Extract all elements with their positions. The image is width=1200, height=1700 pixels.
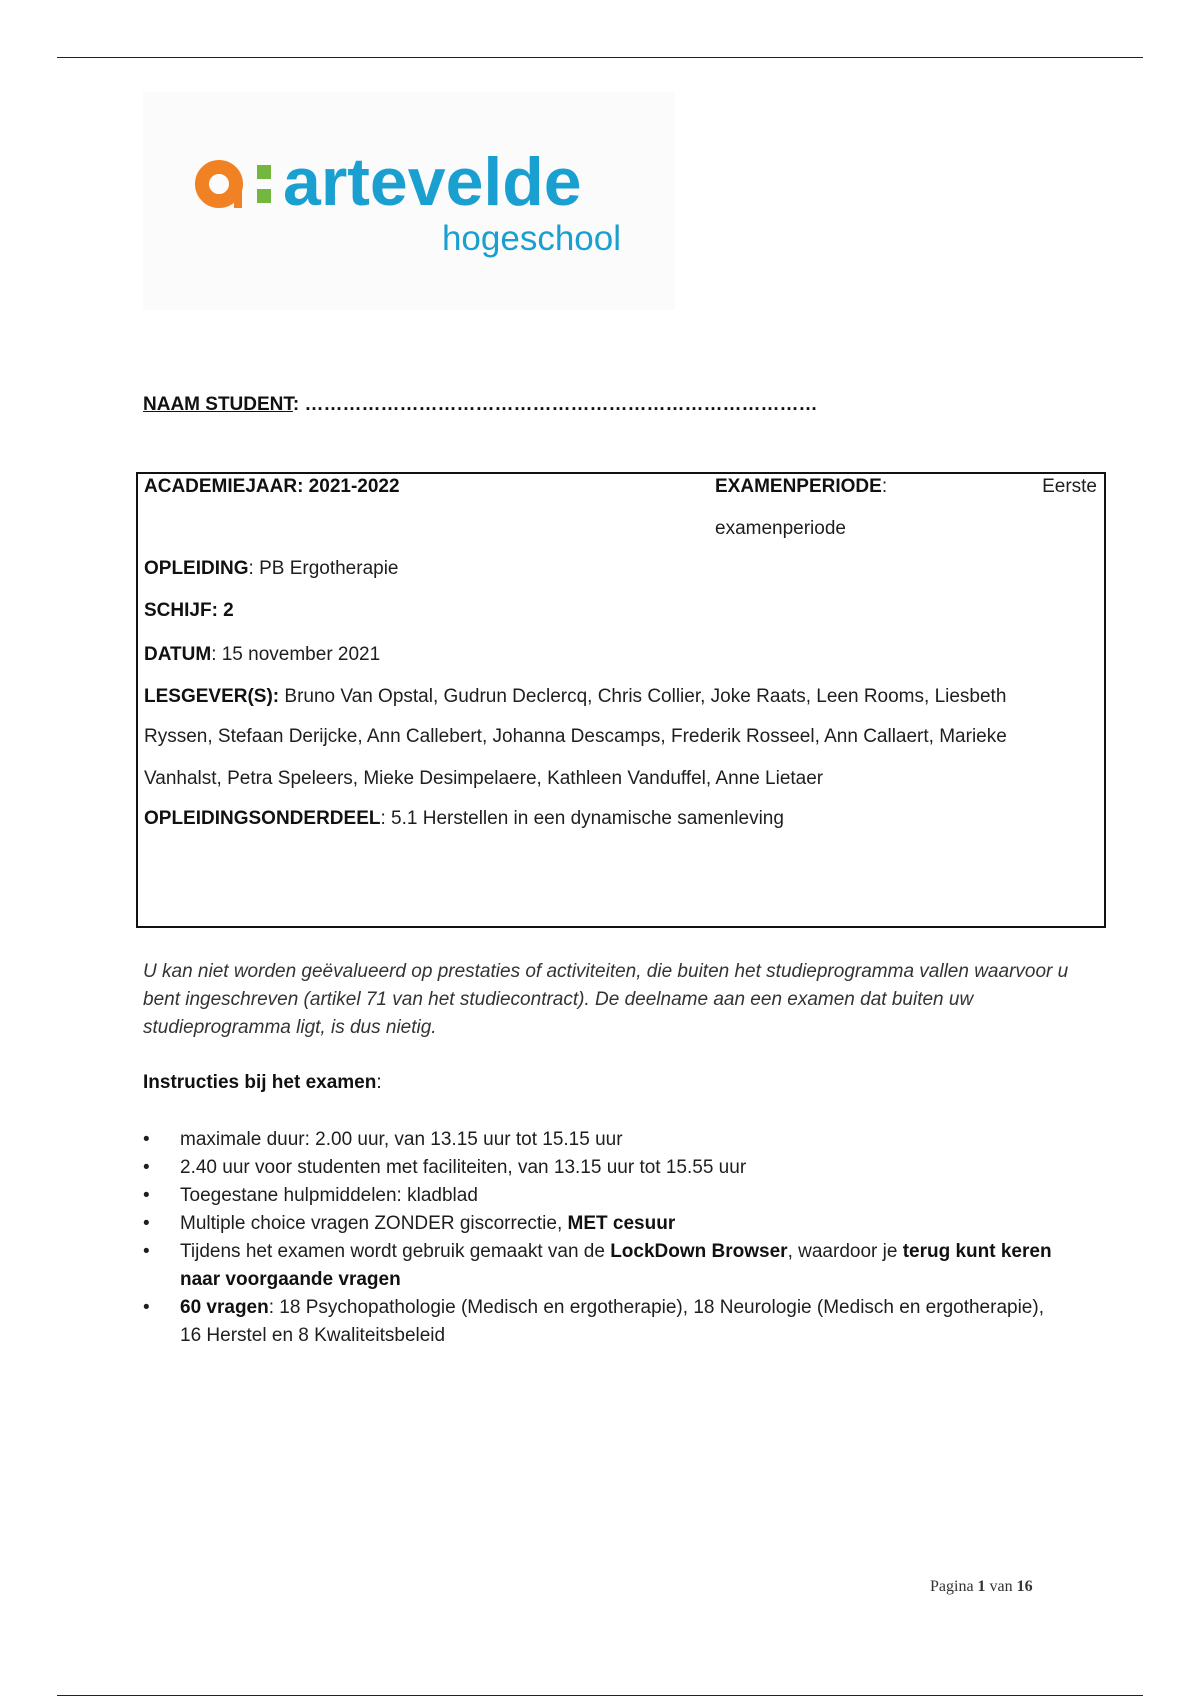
instruction-item-duration [143,1126,1063,1154]
logo-sub-text: hogeschool [441,219,621,258]
bottom-rule [57,1695,1143,1696]
bullet-icon: • [143,1185,150,1206]
student-name-field [143,394,818,416]
bullet-icon: • [143,1129,150,1150]
logo-green-dot-bottom [257,189,271,203]
opleidingsonderdeel-field [144,808,784,830]
lesgevers-line-1: Bruno Van Opstal, Gudrun Declercq, Chris Collier, Joke Raats, Leen Rooms, Liesbeth [279,686,1007,707]
instruction-item-multiple-choice [143,1210,1063,1238]
instruction-item-text: : 18 Psychopathologie (Medisch en ergotherapie), 18 Neurologie (Medisch en ergotherapie), 16 Herstel en 8 Kwaliteitsbeleid [180,1297,1044,1346]
academiejaar-label: ACADEMIEJAAR [144,476,298,497]
examenperiode-value-2: examenperiode [715,518,846,539]
instruction-item-bold: MET cesuur [567,1213,676,1234]
instructions-title [143,1072,382,1094]
student-name-colon: : [292,394,300,415]
instruction-item-text: Toegestane hulpmiddelen: kladblad [180,1185,478,1206]
artevelde-logo [143,92,675,310]
instruction-item-bold: 60 vragen [180,1297,269,1318]
bullet-icon: • [143,1297,150,1318]
van-label: van [985,1578,1017,1595]
instruction-item-text: maximale duur: 2.00 uur, van 13.15 uur tot 15.15 uur [180,1129,623,1150]
academiejaar-field [144,476,400,498]
datum-value: : 15 november 2021 [211,644,381,665]
lesgevers-line-2: Ryssen, Stefaan Derijcke, Ann Callebert, Johanna Descamps, Frederik Rosseel, Ann Callaert, Marieke [144,726,1007,747]
examenperiode-colon: : [881,476,888,497]
pagina-label: Pagina [930,1578,978,1595]
instruction-item-faciliteiten [143,1154,1063,1182]
instruction-item-text: , waardoor je [787,1241,903,1262]
examenperiode-value-1: Eerste [1042,476,1097,497]
bullet-icon: • [143,1241,150,1262]
instructions-title-text: Instructies bij het examen [143,1072,377,1093]
logo-orange-a-stem [234,178,242,208]
instruction-item-text: Multiple choice vragen ZONDER giscorrectie, [180,1213,568,1234]
student-name-dots: ……………………………………………………………………… [299,394,818,415]
instruction-item-bold: terug kunt keren naar voorgaande vragen [180,1241,1052,1290]
bullet-icon: • [143,1157,150,1178]
datum-label: DATUM [144,644,212,665]
instruction-item-text: Tijdens het examen wordt gebruik gemaakt van de [180,1241,611,1262]
opleiding-field [144,558,399,580]
top-rule [57,57,1143,58]
examenperiode-label: EXAMENPERIODE [715,476,882,497]
opleiding-label: OPLEIDING [144,558,249,579]
lesgevers-label: LESGEVER(S): [144,686,280,707]
academiejaar-value: : 2021-2022 [297,476,400,497]
artevelde-logo-graphic [143,92,675,310]
student-name-label: NAAM STUDENT [143,394,293,415]
total-pages-number: 16 [1016,1578,1033,1595]
instruction-item-vragen [143,1294,1063,1350]
instruction-item-bold: LockDown Browser [610,1241,788,1262]
page-number-footer [930,1578,1033,1596]
examenperiode-field [715,476,887,498]
bullet-icon: • [143,1213,150,1234]
instruction-item-hulpmiddelen [143,1182,1063,1210]
opleidingsonderdeel-value: : 5.1 Herstellen in een dynamische samenleving [380,808,784,829]
disclaimer-text: U kan niet worden geëvalueerd op prestaties of activiteiten, die buiten het studieprogramma vallen waarvoor u bent ingeschreven (artikel 71 van het studiecontract). De deelname aan een examen dat buiten uw studieprogramma ligt, is dus nietig. [143,961,1069,1038]
logo-orange-a-mark [202,167,236,201]
opleidingsonderdeel-label: OPLEIDINGSONDERDEEL [144,808,381,829]
instruction-item-text: 2.40 uur voor studenten met faciliteiten, van 13.15 uur tot 15.55 uur [180,1157,747,1178]
instructions-title-colon: : [376,1072,382,1093]
instructions-list [143,1126,1063,1350]
schijf-field [144,600,234,622]
opleiding-value: : PB Ergotherapie [248,558,399,579]
lesgevers-line-3: Vanhalst, Petra Speleers, Mieke Desimpelaere, Kathleen Vanduffel, Anne Lietaer [144,768,824,789]
current-page-number: 1 [977,1578,986,1595]
logo-brand-text: artevelde [283,144,582,220]
schijf-label: SCHIJF: 2 [144,600,234,621]
exam-info-box [136,472,1106,928]
lesgevers-field [144,686,1006,708]
instruction-item-lockdown-browser [143,1238,1063,1294]
datum-field [144,644,380,666]
logo-green-dot-top [257,165,271,179]
